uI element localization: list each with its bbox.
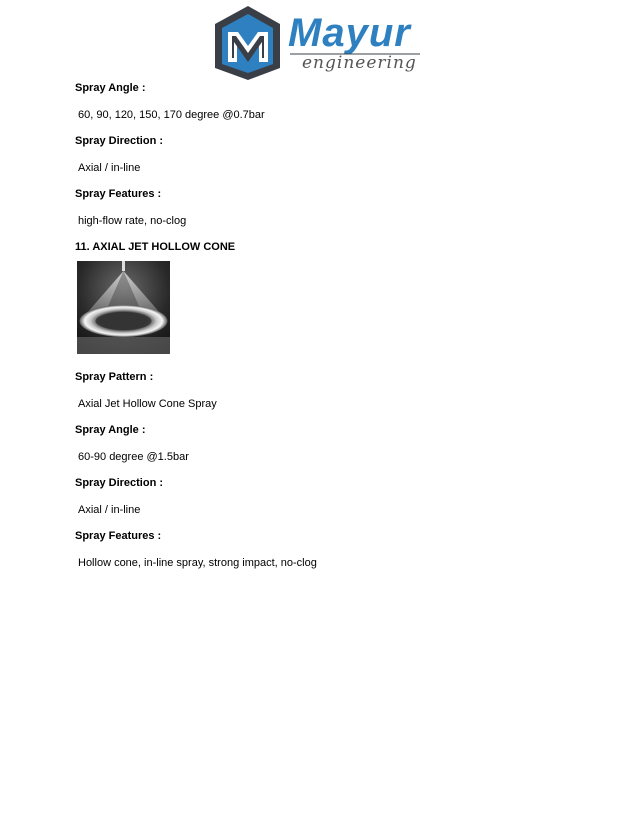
spray-direction-label: Spray Direction : <box>75 135 164 147</box>
section-title: 11. AXIAL JET HOLLOW CONE <box>75 241 236 253</box>
mayur-logo-icon <box>210 2 430 80</box>
spray-pattern-value: Axial Jet Hollow Cone Spray <box>78 397 217 410</box>
logo-word: Mayur <box>288 11 411 55</box>
spray-pattern-label: Spray Pattern : <box>75 371 154 383</box>
spray-features-label: Spray Features : <box>75 188 162 200</box>
spray-angle-value: 60, 90, 120, 150, 170 degree @0.7bar <box>78 108 265 121</box>
company-logo <box>210 2 430 80</box>
spray-features-value-2: Hollow cone, in-line spray, strong impact, no-clog <box>78 556 317 569</box>
spec-content <box>75 78 595 579</box>
spray-features-value: high-flow rate, no-clog <box>78 214 187 227</box>
spray-angle-value-2: 60-90 degree @1.5bar <box>78 450 189 463</box>
spray-direction-label-2: Spray Direction : <box>75 477 164 489</box>
hollow-cone-spray-photo-icon <box>77 261 170 354</box>
spec-group-bottom <box>75 367 595 579</box>
spray-features-label-2: Spray Features : <box>75 530 162 542</box>
spray-angle-label-2: Spray Angle : <box>75 424 146 436</box>
spray-angle-label: Spray Angle : <box>75 82 146 94</box>
spec-group-top <box>75 78 595 237</box>
logo-subtitle: engineering <box>302 53 417 73</box>
spray-direction-value-2: Axial / in-line <box>78 503 141 516</box>
spray-direction-value: Axial / in-line <box>78 161 141 174</box>
